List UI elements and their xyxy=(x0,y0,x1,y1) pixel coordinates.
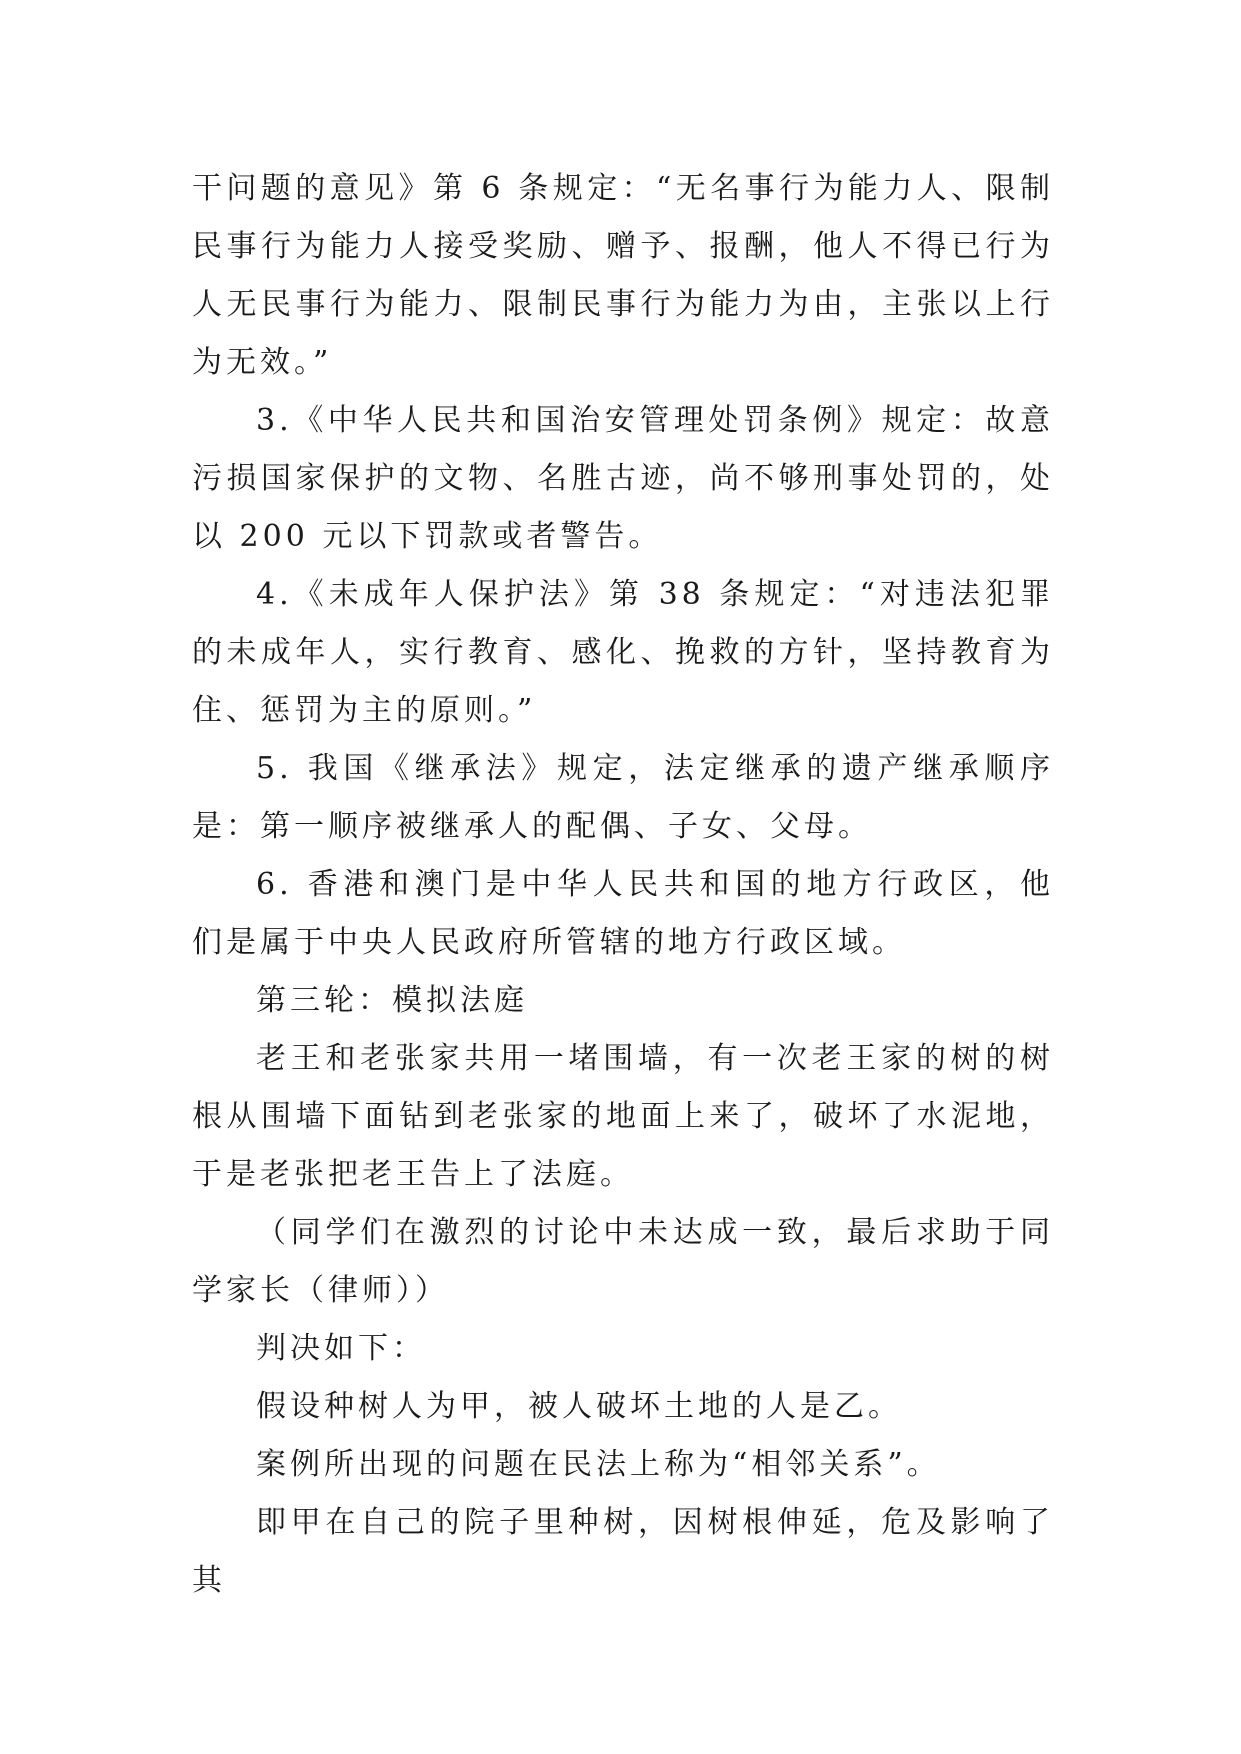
paragraph-item-6: 6. 香港和澳门是中华人民共和国的地方行政区，他们是属于中央人民政府所管辖的地方行政区域。 xyxy=(192,867,1054,960)
paragraph-explanation: 即甲在自己的院子里种树，因树根伸延，危及影响了其 xyxy=(192,1505,1054,1598)
paragraph-item-3: 3.《中华人民共和国治安管理处罚条例》规定：故意污损国家保护的文物、名胜古迹，尚不够刑事处罚的，处以 200 元以下罚款或者警告。 xyxy=(192,403,1054,554)
paragraph-verdict-heading: 判决如下： xyxy=(256,1331,426,1366)
paragraph-case: 老王和老张家共用一堵围墙，有一次老王家的树的树根从围墙下面钻到老张家的地面上来了，破坏了水泥地，于是老张把老王告上了法庭。 xyxy=(192,1041,1054,1192)
paragraph-assumption: 假设种树人为甲，被人破坏土地的人是乙。 xyxy=(256,1389,902,1424)
paragraph-item-4: 4.《未成年人保护法》第 38 条规定：“对违法犯罪的未成年人，实行教育、感化、挽救的方针，坚持教育为住、惩罚为主的原则。” xyxy=(192,577,1054,728)
section-heading-round-three: 第三轮：模拟法庭 xyxy=(256,983,528,1018)
paragraph-item-5: 5. 我国《继承法》规定，法定继承的遗产继承顺序是：第一顺序被继承人的配偶、子女、父母。 xyxy=(192,751,1054,844)
document-body xyxy=(192,160,1054,1610)
paragraph-discussion: （同学们在激烈的讨论中未达成一致，最后求助于同学家长（律师）） xyxy=(192,1215,1054,1308)
paragraph-continuation: 干问题的意见》第 6 条规定：“无名事行为能力人、限制民事行为能力人接受奖励、赠予、报酬，他人不得已行为人无民事行为能力、限制民事行为能力为由，主张以上行为无效。” xyxy=(192,171,1054,380)
paragraph-neighbor-relation: 案例所出现的问题在民法上称为“相邻关系”。 xyxy=(256,1447,941,1482)
